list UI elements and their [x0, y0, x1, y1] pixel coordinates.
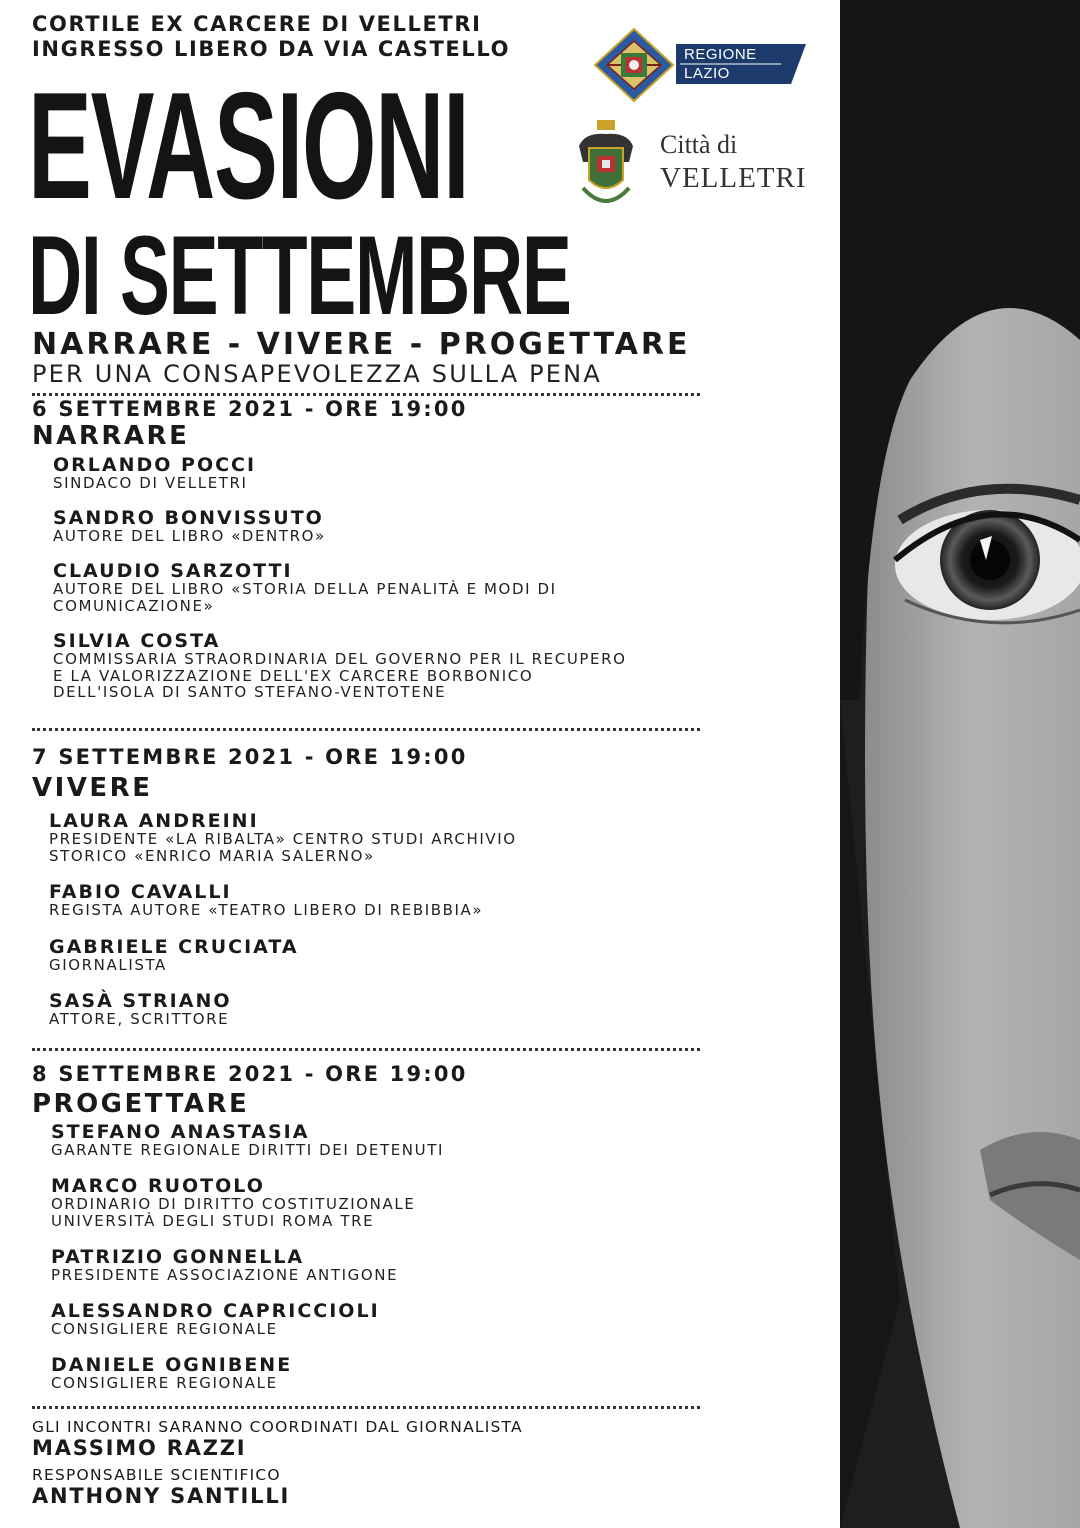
speaker-name: DANIELE OGNIBENE [51, 1354, 293, 1376]
speaker-role: COMUNICAZIONE» [53, 596, 215, 615]
speaker [51, 1301, 380, 1338]
speaker-role: AUTORE DEL LIBRO «DENTRO» [53, 527, 326, 545]
velletri-crest-icon [575, 118, 637, 216]
entrance-line: INGRESSO LIBERO DA VIA CASTELLO [32, 37, 511, 61]
speaker-role: STORICO «ENRICO MARIA SALERNO» [49, 846, 375, 865]
speaker [51, 1122, 444, 1159]
regione-lazio-logo [676, 44, 806, 84]
speaker-name: ALESSANDRO CAPRICCIOLI [51, 1300, 380, 1322]
speaker-role: GIORNALISTA [49, 956, 167, 974]
speaker-name: LAURA ANDREINI [49, 810, 259, 832]
speaker-name: SILVIA COSTA [53, 630, 221, 652]
speaker [51, 1176, 415, 1229]
speaker [53, 631, 627, 701]
speaker-role: UNIVERSITÀ DEGLI STUDI ROMA TRE [51, 1211, 375, 1230]
speaker-name: FABIO CAVALLI [49, 881, 232, 903]
day-date: 7 SETTEMBRE 2021 - ORE 19:00 [32, 745, 468, 769]
face-photo [840, 0, 1080, 1528]
speaker-role: PRESIDENTE «LA RIBALTA» CENTRO STUDI ARCHIVIO [49, 830, 517, 848]
divider [32, 1406, 700, 1409]
speaker-name: GABRIELE CRUCIATA [49, 936, 299, 958]
speaker [49, 991, 232, 1028]
speaker-name: CLAUDIO SARZOTTI [53, 560, 293, 582]
speaker-role: SINDACO DI VELLETRI [53, 474, 248, 492]
speaker-role: ATTORE, SCRITTORE [49, 1010, 230, 1028]
speaker-role: REGISTA AUTORE «TEATRO LIBERO DI REBIBBIA» [49, 901, 484, 919]
scientific-name: ANTHONY SANTILLI [32, 1484, 291, 1508]
speaker [49, 811, 517, 864]
speaker-name: SANDRO BONVISSUTO [53, 507, 324, 529]
event-title-line1: EVASIONI [28, 61, 469, 231]
speaker-role: CONSIGLIERE REGIONALE [51, 1320, 278, 1338]
coordinator-label: GLI INCONTRI SARANNO COORDINATI DAL GIORNALISTA [32, 1418, 523, 1436]
speaker-role: PRESIDENTE ASSOCIAZIONE ANTIGONE [51, 1266, 399, 1284]
speaker-name: MARCO RUOTOLO [51, 1175, 265, 1197]
divider [32, 393, 700, 396]
speaker-role: COMMISSARIA STRAORDINARIA DEL GOVERNO PER IL RECUPERO [53, 650, 627, 668]
speaker [51, 1247, 398, 1284]
day-theme: PROGETTARE [32, 1089, 250, 1119]
divider [32, 1048, 700, 1051]
event-title-line2: DI SETTEMBRE [28, 213, 571, 338]
speaker [49, 937, 299, 974]
speaker-role: DELL'ISOLA DI SANTO STEFANO-VENTOTENE [53, 683, 447, 701]
speaker-role: ORDINARIO DI DIRITTO COSTITUZIONALE [51, 1195, 416, 1213]
day-theme: NARRARE [32, 421, 190, 451]
citta-di-label: Città di [660, 130, 738, 159]
tagline: NARRARE - VIVERE - PROGETTARE [32, 327, 691, 362]
speaker-role: E LA VALORIZZAZIONE DELL'EX CARCERE BORBONICO [53, 666, 534, 685]
speaker-role: CONSIGLIERE REGIONALE [51, 1374, 278, 1392]
speaker-name: SASÀ STRIANO [49, 990, 232, 1012]
speaker [49, 882, 483, 919]
regione-lazio-emblem-icon [593, 27, 675, 103]
speaker-role: AUTORE DEL LIBRO «STORIA DELLA PENALITÀ E MODI DI [53, 580, 557, 598]
subtagline: PER UNA CONSAPEVOLEZZA SULLA PENA [32, 360, 602, 388]
velletri-label: VELLETRI [660, 162, 807, 194]
day-theme: VIVERE [32, 773, 153, 803]
speaker [53, 455, 256, 492]
speaker [53, 561, 557, 614]
lazio-label: LAZIO [684, 65, 730, 82]
divider [32, 728, 700, 731]
regione-label: REGIONE [684, 46, 757, 63]
speaker-name: STEFANO ANASTASIA [51, 1121, 310, 1143]
speaker [51, 1355, 292, 1392]
scientific-label: RESPONSABILE SCIENTIFICO [32, 1466, 281, 1484]
speaker [53, 508, 326, 545]
speaker-name: ORLANDO POCCI [53, 454, 257, 476]
day-date: 6 SETTEMBRE 2021 - ORE 19:00 [32, 397, 468, 421]
coordinator-name: MASSIMO RAZZI [32, 1436, 247, 1460]
speaker-name: PATRIZIO GONNELLA [51, 1246, 305, 1268]
venue-line: CORTILE EX CARCERE DI VELLETRI [32, 12, 482, 36]
speaker-role: GARANTE REGIONALE DIRITTI DEI DETENUTI [51, 1141, 444, 1159]
day-date: 8 SETTEMBRE 2021 - ORE 19:00 [32, 1062, 468, 1086]
